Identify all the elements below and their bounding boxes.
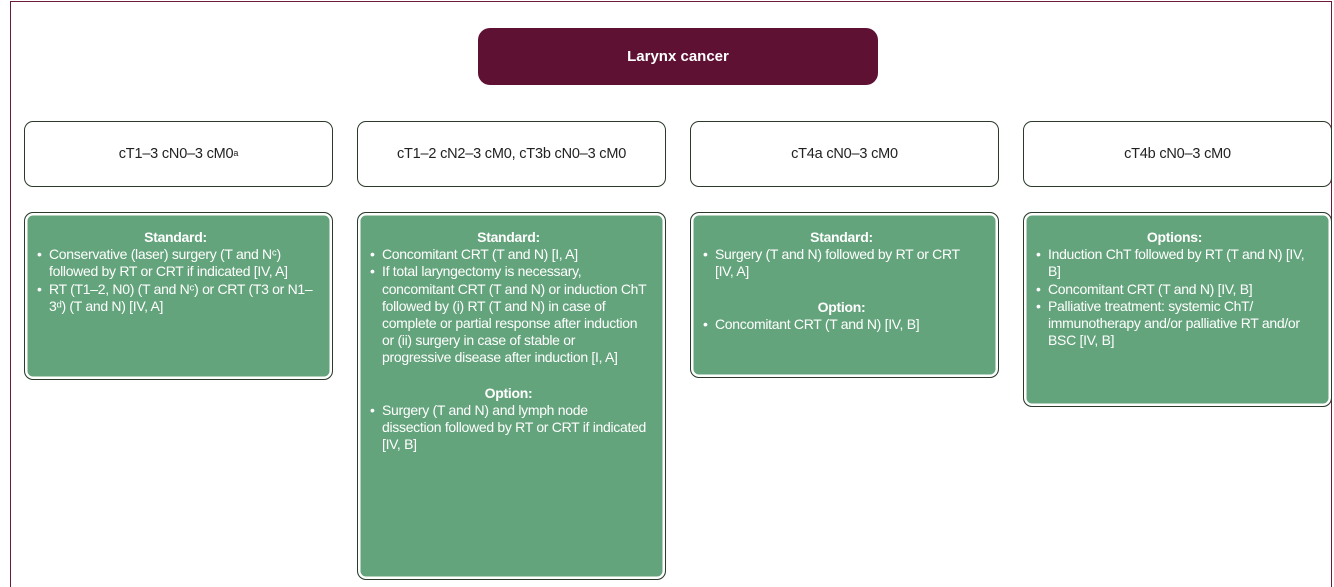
footnote-marker: a (233, 148, 239, 158)
treatment-item: • Palliative treatment: systemic ChT/ immunotherapy and/or palliative RT and/or BSC [IV, B] (1036, 298, 1313, 350)
section-heading: Option: (817, 298, 866, 315)
treatment-item: • Surgery (T and N) followed by RT or CRT [IV, A] (703, 246, 980, 280)
stage-label: cT4b cN0–3 cM0 (1124, 146, 1231, 162)
section-heading: Options: (1146, 229, 1203, 245)
treatment-item: • Concomitant CRT (T and N) [IV, B] (1036, 281, 1313, 298)
treatment-item: • If total laryngectomy is necessary, concomitant CRT (T and N) or induction ChT followed by (i) RT (T and N) in case of complete or partial response after induction or (ii) surgery in case of stable or progressive disease after induction [I, A] (370, 263, 647, 366)
treatment-item: • Concomitant CRT (T and N) [IV, B] (703, 316, 980, 333)
treatment-item: • Concomitant CRT (T and N) [I, A] (370, 246, 647, 263)
section-heading: Standard: (144, 229, 207, 245)
stage-box-1 (24, 121, 333, 187)
stage-box-2 (357, 121, 666, 187)
treatment-box-3 (690, 212, 999, 378)
treatment-item: • Induction ChT followed by RT (T and N) [IV, B] (1036, 246, 1313, 280)
section-heading: Standard: (477, 229, 540, 245)
treatment-list (37, 246, 314, 315)
stage-label: cT1–3 cN0–3 cM0 (118, 146, 234, 162)
stage-box-3 (690, 121, 999, 187)
section-heading: Standard: (810, 229, 873, 245)
section-heading: Option: (484, 384, 533, 401)
stage-label: cT4a cN0–3 cM0 (791, 146, 898, 162)
treatment-item: • Conservative (laser) surgery (T and Nᶜ) followed by RT or CRT if indicated [IV, A] (37, 246, 314, 280)
treatment-list (703, 316, 980, 333)
treatment-list (370, 246, 647, 366)
treatment-box-4 (1023, 212, 1332, 407)
treatment-list (370, 402, 647, 454)
diagram-title: Larynx cancer (627, 48, 729, 65)
stage-box-4 (1023, 121, 1332, 187)
treatment-list (703, 246, 980, 280)
treatment-box-1 (24, 212, 333, 380)
treatment-list (1036, 246, 1313, 349)
treatment-item: • RT (T1–2, N0) (T and Nᶜ) or CRT (T3 or N1–3ᵈ) (T and N) [IV, A] (37, 281, 314, 315)
stage-label: cT1–2 cN2–3 cM0, cT3b cN0–3 cM0 (396, 146, 627, 162)
treatment-box-2 (357, 212, 666, 580)
title-box (478, 28, 878, 85)
treatment-item: • Surgery (T and N) and lymph node dissection followed by RT or CRT if indicated [IV, B] (370, 402, 647, 454)
